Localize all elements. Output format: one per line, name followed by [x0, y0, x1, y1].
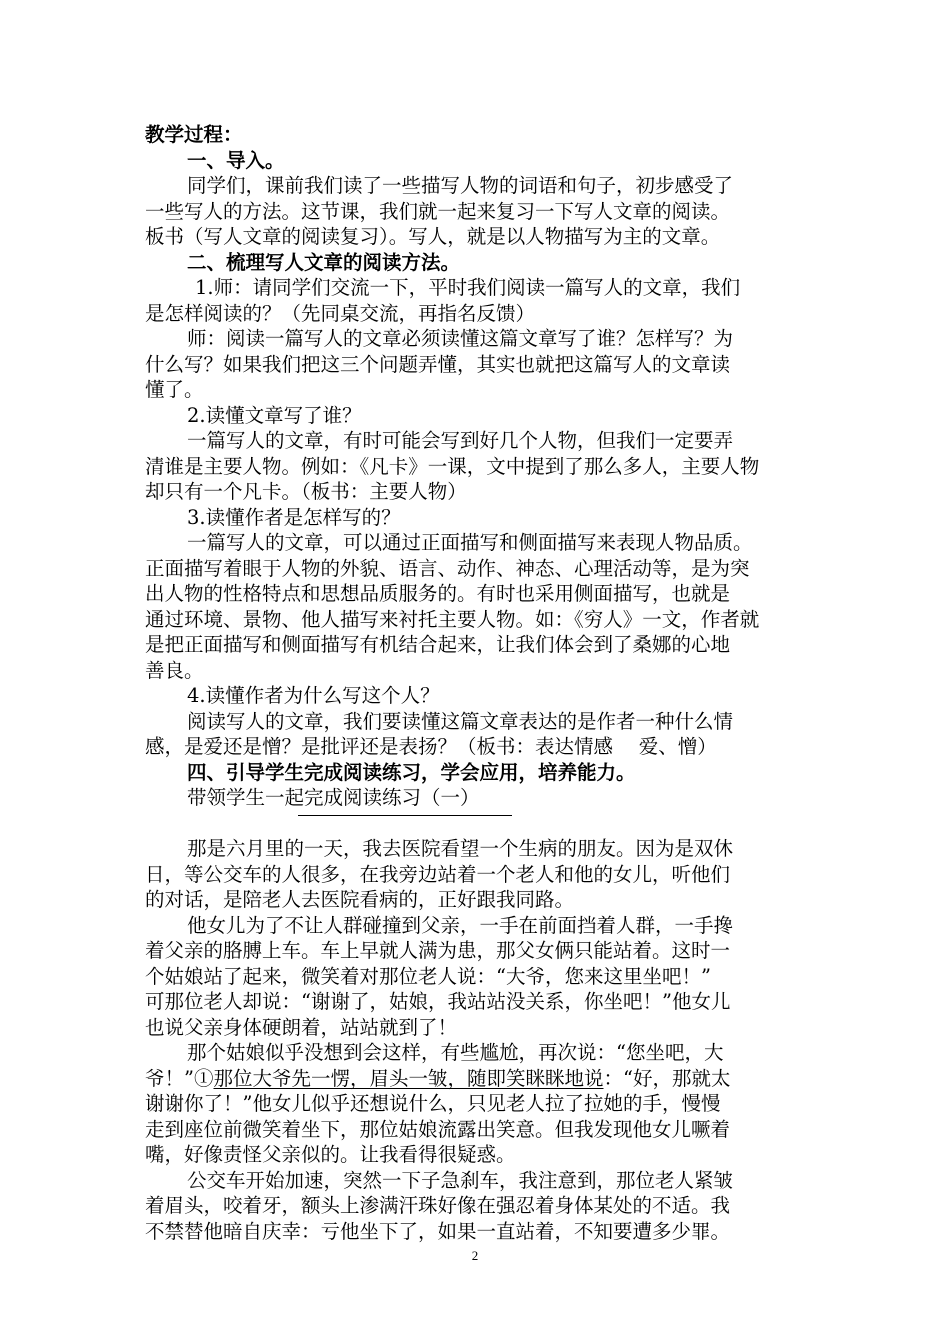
text-line: 板书（写人文章的阅读复习）。写人，就是以人物描写为主的文章。: [145, 225, 721, 248]
text-line: 一篇写人的文章，可以通过正面描写和侧面描写来表现人物品质。: [187, 531, 753, 554]
text-line: 3.读懂作者是怎样写的？: [187, 505, 401, 529]
text-line: 谢谢你了！”他女儿似乎还想说什么，只见老人拉了拉她的手，慢慢: [145, 1092, 721, 1115]
text-line: 个姑娘站了起来，微笑着对那位老人说：“大爷，您来这里坐吧！”: [145, 964, 711, 988]
page-number: 2: [471, 1248, 479, 1263]
text-line: 一些写人的方法。这节课，我们就一起来复习一下写人文章的阅读。: [145, 199, 731, 223]
text-line: 着父亲的胳膊上车。车上早就人满为患，那父女俩只能站着。这时一: [145, 939, 731, 962]
document-body: [145, 122, 810, 1244]
section-heading: 一、导入。: [187, 148, 285, 172]
section-heading: 四、引导学生完成阅读练习，学会应用，培养能力。: [187, 760, 636, 784]
text-line: 同学们，课前我们读了一些描写人物的词语和句子，初步感受了: [187, 174, 734, 197]
text-line: 可那位老人却说：“谢谢了，姑娘，我站站没关系，你坐吧！”他女儿: [145, 990, 731, 1013]
text-line: [145, 1066, 810, 1092]
section-heading: 教学过程：: [145, 123, 243, 146]
text-line: 却只有一个凡卡。（板书：主要人物）: [145, 480, 467, 503]
section-heading: 二、梳理写人文章的阅读方法。: [187, 250, 461, 274]
text-line: 也说父亲身体硬朗着，站站就到了！: [145, 1015, 458, 1039]
text-line: 走到座位前微笑着坐下，那位姑娘流露出笑意。但我发现他女儿噘着: [145, 1117, 731, 1141]
text-line: 阅读写人的文章，我们要读懂这篇文章表达的是作者一种什么情: [187, 709, 734, 733]
text-line: 公交车开始加速，突然一下子急刹车，我注意到，那位老人紧皱: [187, 1168, 734, 1192]
text-line: 不禁替他暗自庆幸：亏他坐下了，如果一直站着，不知要遭多少罪。: [145, 1219, 731, 1243]
text-line: 1.师：请同学们交流一下，平时我们阅读一篇写人的文章，我们: [195, 276, 741, 299]
text-line: 是怎样阅读的？（先同桌交流，再指名反馈）: [145, 301, 536, 325]
text-segment: ：“好，那就太: [603, 1066, 731, 1090]
text-line: 着眉头，咬着牙，额头上渗满汗珠好像在强忍着身体某处的不适。我: [145, 1194, 731, 1217]
text-line: 的对话，是陪老人去医院看病的，正好跟我同路。: [145, 888, 575, 911]
text-line: 懂了。: [145, 378, 204, 401]
text-line: 师：阅读一篇写人的文章必须读懂这篇文章写了谁？怎样写？为: [187, 327, 734, 350]
text-line: 是把正面描写和侧面描写有机结合起来，让我们体会到了桑娜的心地: [145, 633, 731, 656]
title-blank-line: [298, 815, 512, 816]
text-line: 正面描写着眼于人物的外貌、语言、动作、神态、心理活动等，是为突: [145, 556, 750, 580]
text-line: 2.读懂文章写了谁？: [187, 403, 362, 427]
text-line: 出人物的性格特点和思想品质服务的。有时也采用侧面描写，也就是: [145, 582, 731, 605]
underlined-sentence: 那位大爷先一愣，眉头一皱，随即笑眯眯地说: [213, 1066, 604, 1090]
text-line: 善良。: [145, 658, 204, 682]
text-line: 一篇写人的文章，有时可能会写到好几个人物，但我们一定要弄: [187, 429, 734, 452]
text-line: 那个姑娘似乎没想到会这样，有些尴尬，再次说：“您坐吧，大: [187, 1041, 724, 1064]
text-line: 清谁是主要人物。例如：《凡卡》一课，文中提到了那么多人，主要人物: [145, 454, 760, 478]
text-line: 感，是爱还是憎？是批评还是表扬？（板书：表达情感 爱、憎）: [145, 735, 717, 758]
text-line: 什么写？如果我们把这三个问题弄懂，其实也就把这篇写人的文章读: [145, 352, 731, 376]
text-line: 他女儿为了不让人群碰撞到父亲，一手在前面挡着人群，一手搀: [187, 913, 734, 937]
text-line: 嘴，好像责怪父亲似的。让我看得很疑惑。: [145, 1143, 516, 1166]
text-line: 日，等公交车的人很多，在我旁边站着一个老人和他的女儿，听他们: [145, 862, 731, 886]
text-line: 4.读懂作者为什么写这个人？: [187, 684, 440, 707]
text-line: 通过环境、景物、他人描写来衬托主要人物。如：《穷人》一文，作者就: [145, 607, 760, 631]
text-line: 那是六月里的一天，我去医院看望一个生病的朋友。因为是双休: [187, 837, 734, 860]
text-segment: 爷！”①: [145, 1066, 214, 1090]
text-line: 带领学生一起完成阅读练习（一）: [187, 786, 480, 809]
